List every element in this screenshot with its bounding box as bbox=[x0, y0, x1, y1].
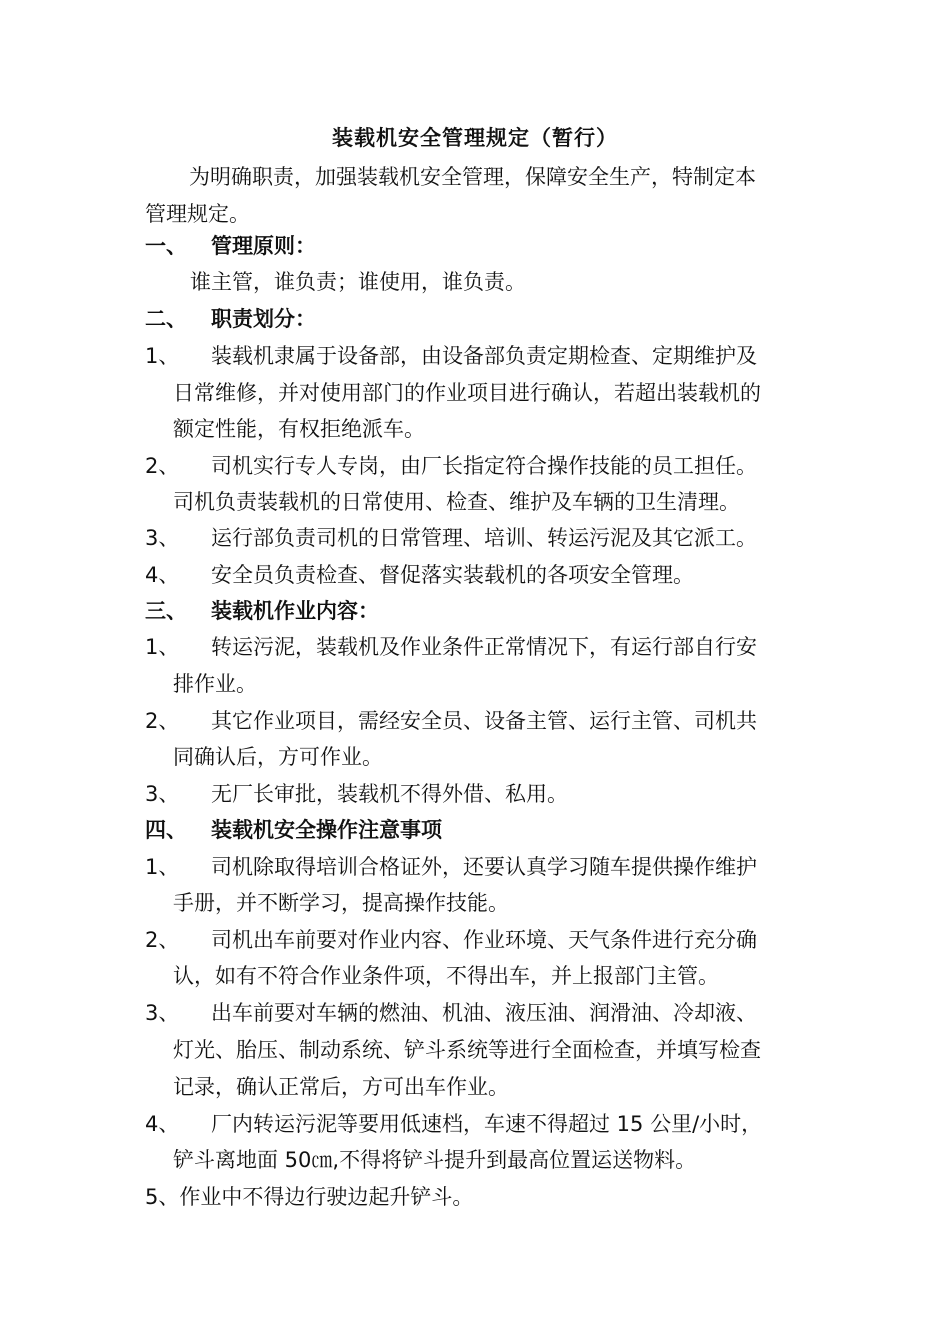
item-text: 安全员负责检查、督促落实装载机的各项安全管理。 bbox=[211, 563, 694, 587]
item-text: 出车前要对车辆的燃油、机油、液压油、润滑油、冷却液、 bbox=[211, 1001, 757, 1025]
list-item-last: 5、作业中不得边行驶边起升铲斗。 bbox=[145, 1185, 474, 1209]
item-number: 4、 bbox=[145, 563, 180, 587]
section-4-heading bbox=[145, 815, 810, 845]
list-item bbox=[145, 998, 810, 1028]
section-2-heading bbox=[145, 304, 810, 334]
intro-paragraph bbox=[145, 159, 810, 233]
section-number: 二、 bbox=[145, 307, 187, 331]
list-item bbox=[145, 925, 810, 955]
item-continuation: 认，如有不符合作业条件项，不得出车，并上报部门主管。 bbox=[173, 964, 719, 988]
item-continuation: 排作业。 bbox=[173, 672, 257, 696]
item-text: 其它作业项目，需经安全员、设备主管、运行主管、司机共 bbox=[211, 709, 757, 733]
list-item bbox=[145, 523, 810, 553]
item-text: 无厂长审批，装载机不得外借、私用。 bbox=[211, 782, 568, 806]
item-number: 1、 bbox=[145, 635, 180, 659]
item-number: 1、 bbox=[145, 344, 180, 368]
item-continuation: 灯光、胎压、制动系统、铲斗系统等进行全面检查，并填写检查 bbox=[173, 1038, 761, 1062]
list-item bbox=[145, 852, 810, 882]
item-number: 1、 bbox=[145, 855, 180, 879]
section-number: 四、 bbox=[145, 818, 187, 842]
item-number: 3、 bbox=[145, 1001, 180, 1025]
intro-line-2: 管理规定。 bbox=[145, 202, 250, 226]
document-title: 装载机安全管理规定（暂行） bbox=[332, 126, 618, 150]
item-continuation: 记录，确认正常后，方可出车作业。 bbox=[173, 1075, 509, 1099]
list-item bbox=[145, 341, 810, 371]
item-continuation: 手册，并不断学习，提高操作技能。 bbox=[173, 891, 509, 915]
item-continuation: 司机负责装载机的日常使用、检查、维护及车辆的卫生清理。 bbox=[173, 490, 740, 514]
item-text: 转运污泥，装载机及作业条件正常情况下，有运行部自行安 bbox=[211, 635, 757, 659]
section-number: 一、 bbox=[145, 234, 187, 258]
item-number: 2、 bbox=[145, 709, 180, 733]
item-text: 司机实行专人专岗，由厂长指定符合操作技能的员工担任。 bbox=[211, 454, 757, 478]
item-continuation: 日常维修，并对使用部门的作业项目进行确认，若超出装载机的 bbox=[173, 381, 761, 405]
item-continuation: 同确认后，方可作业。 bbox=[173, 745, 383, 769]
list-item bbox=[145, 706, 810, 736]
item-number: 3、 bbox=[145, 526, 180, 550]
section-1-heading bbox=[145, 231, 810, 261]
section-title: 装载机安全操作注意事项 bbox=[211, 818, 442, 842]
list-item bbox=[145, 779, 810, 809]
list-item bbox=[145, 451, 810, 481]
item-text: 运行部负责司机的日常管理、培训、转运污泥及其它派工。 bbox=[211, 526, 757, 550]
list-item bbox=[145, 1109, 810, 1139]
item-continuation: 额定性能，有权拒绝派车。 bbox=[173, 417, 425, 441]
section-title: 装载机作业内容： bbox=[211, 599, 379, 623]
item-text: 厂内转运污泥等要用低速档，车速不得超过 15 公里/小时， bbox=[211, 1112, 763, 1136]
item-text: 司机除取得培训合格证外，还要认真学习随车提供操作维护 bbox=[211, 855, 757, 879]
item-continuation: 铲斗离地面 50㎝,不得将铲斗提升到最高位置运送物料。 bbox=[173, 1148, 697, 1172]
section-title: 管理原则： bbox=[211, 234, 316, 258]
item-text: 装载机隶属于设备部，由设备部负责定期检查、定期维护及 bbox=[211, 344, 757, 368]
list-item bbox=[145, 632, 810, 662]
section-3-heading bbox=[145, 596, 810, 626]
item-number: 2、 bbox=[145, 928, 180, 952]
item-number: 3、 bbox=[145, 782, 180, 806]
section-1-body: 谁主管，谁负责；谁使用，谁负责。 bbox=[190, 270, 526, 294]
section-title: 职责划分： bbox=[211, 307, 316, 331]
item-number: 2、 bbox=[145, 454, 180, 478]
list-item bbox=[145, 560, 810, 590]
item-number: 4、 bbox=[145, 1112, 180, 1136]
intro-line-1: 为明确职责，加强装载机安全管理，保障安全生产，特制定本 bbox=[189, 165, 756, 189]
item-text: 司机出车前要对作业内容、作业环境、天气条件进行充分确 bbox=[211, 928, 757, 952]
section-number: 三、 bbox=[145, 599, 187, 623]
